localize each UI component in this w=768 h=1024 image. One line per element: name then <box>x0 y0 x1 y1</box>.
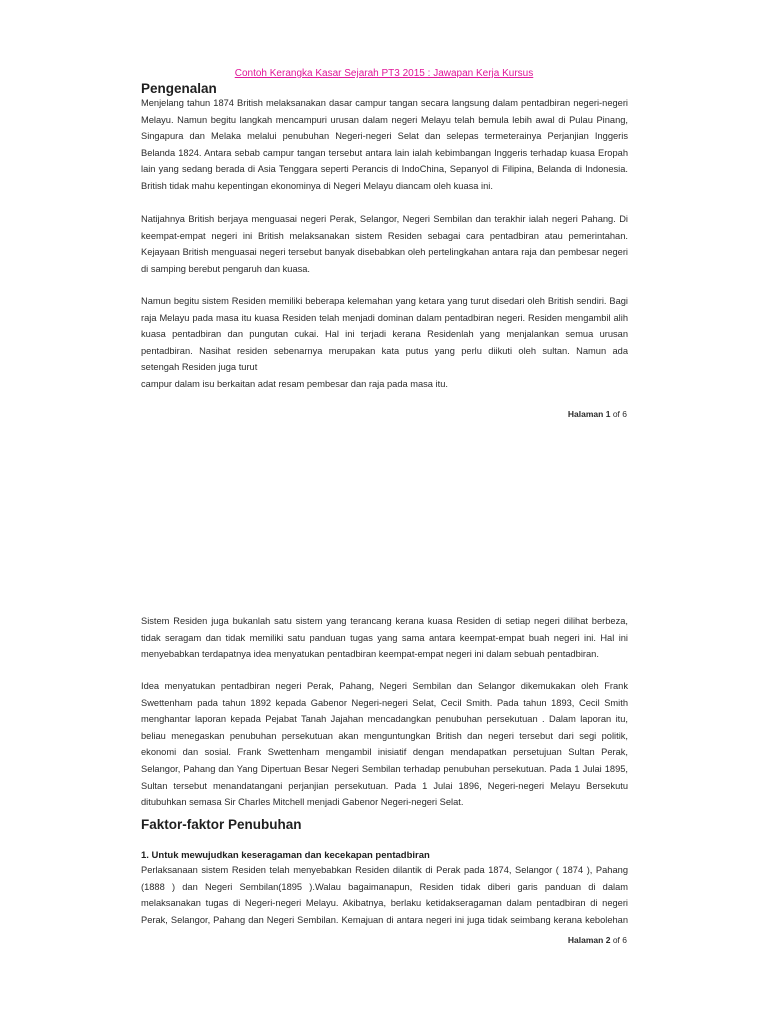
text-line: Sultan tersebut menandatangani perjanjian persekutuan. Pada 1 Julai 1896, Negeri-negeri Melayu Bersekutu <box>141 780 628 791</box>
footer-page-number: 2 <box>605 935 611 945</box>
footer-page-total: of 6 <box>612 935 627 945</box>
paragraph <box>141 613 628 663</box>
text-line: Sistem Residen juga bukanlah satu sistem yang terancang kerana kuasa Residen di setiap negeri dilihat berbeza, <box>141 616 628 626</box>
text-line: beliau menegaskan penubuhan persekutuan akan menguntungkan British dan negeri tersebut dari segi politik, <box>141 730 628 741</box>
text-line: Swettenham pada tahun 1892 kepada Gabenor Negeri-negeri Selat, Cecil Smith. Pada tahun 1893, Cecil Smith <box>141 697 628 708</box>
footer-page-total: of 6 <box>612 409 627 419</box>
paragraph <box>141 95 628 195</box>
text-line: campur dalam isu berkaitan adat resam pembesar dan raja pada masa itu. <box>141 378 448 389</box>
text-line: raja Melayu pada masa itu kuasa Residen telah menjadi dominan dalam pentadbiran negeri. Residen mengambil alih <box>141 312 628 323</box>
paragraph <box>141 211 628 277</box>
text-line: ditubuhkan semasa Sir Charles Mitchell menjadi Gabenor Negeri-negeri Selat. <box>141 797 464 808</box>
text-line: Perak, Selangor, Pahang dan Negeri Sembilan. Kemajuan di antara negeri ini juga tidak seimbang kerana kebolehan <box>141 914 628 925</box>
section-heading-faktor: Faktor-faktor Penubuhan <box>141 817 302 832</box>
text-line: setengah Residen juga turut <box>141 362 258 373</box>
text-line: pentadbiran. Nasihat residen sebenarnya merupakan kata putus yang perlu diikuti oleh sultan. Namun ada <box>141 345 628 356</box>
text-line: Selangor, Pahang dan Yang Dipertuan Besar Negeri Sembilan terhadap penubuhan persekutuan. Pada 1 Julai 1895, <box>141 763 628 774</box>
subheading: 1. Untuk mewujudkan keseragaman dan kecekapan pentadbiran <box>141 850 430 861</box>
page-footer <box>568 935 627 945</box>
text-line: keempat-empat negeri ini British melaksanakan sistem Residen sebagai cara pentadbiran atau pemerintahan. <box>141 230 628 241</box>
text-line: di samping berebut pengaruh dan kuasa. <box>141 263 311 274</box>
article-title-link[interactable]: Contoh Kerangka Kasar Sejarah PT3 2015 : Jawapan Kerja Kursus <box>234 68 534 79</box>
text-line: Idea menyatukan pentadbiran negeri Perak, Pahang, Negeri Sembilan dan Selangor dikemukakan oleh Frank <box>141 681 628 691</box>
paragraph <box>141 293 628 393</box>
text-line: Belanda 1824. Antara sebab campur tangan tersebut antara lain ialah kebimbangan Inggeris terhadap kuasa Eropah <box>141 147 628 158</box>
text-line: British tidak mahu kepentingan ekonominya di Negeri Melayu diancam oleh kuasa ini. <box>141 180 493 191</box>
paragraph <box>141 678 628 811</box>
text-line: Kejayaan British menguasai negeri tersebut banyak disebabkan oleh pertelingkahan antara raja dan pembesar negeri <box>141 247 628 258</box>
footer-page-number: 1 <box>605 409 611 419</box>
text-line: menyebabkan terdapatnya idea menyatukan pentadbiran keempat-empat negeri ini dalam sebuah pentadbiran. <box>141 649 599 660</box>
text-line: Namun begitu sistem Residen memiliki beberapa kelemahan yang ketara yang turut disedari oleh British sendiri. Bagi <box>141 296 628 306</box>
text-line: tidak seragam dan tidak memiliki satu panduan tugas yang sama antara keempat-empat buah negeri ini. Hal ini <box>141 632 628 643</box>
page-footer <box>568 409 627 419</box>
text-line: lain yang sedang berada di Asia Tenggara seperti Perancis di IndoChina, Sepanyol di Filipina, Belanda di Indonesia. <box>141 164 628 175</box>
footer-label: Halaman <box>567 409 604 419</box>
text-line: Melayu. Namun begitu langkah mencampuri urusan dalam negeri Melayu telah bemula lebih awal di Pulau Pinang, <box>141 114 628 125</box>
text-line: kuasa pentadbiran dan pungutan cukai. Hal ini terjadi kerana Residenlah yang menjalankan semua urusan <box>141 329 628 340</box>
text-line: Natijahnya British berjaya menguasai negeri Perak, Selangor, Negeri Sembilan dan terakhir ialah negeri Pahang. Di <box>141 214 628 224</box>
text-line: (1888 ) dan Negeri Sembilan(1895 ).Walau bagaimanapun, Residen tidak diberi garis panduan di dalam <box>141 881 628 892</box>
text-line: Perlaksanaan sistem Residen telah menyebabkan Residen dilantik di Perak pada 1874, Selangor ( 1874 ), Pahang <box>141 865 628 875</box>
section-heading-pengenalan: Pengenalan <box>141 81 217 96</box>
text-line: Menjelang tahun 1874 British melaksanakan dasar campur tangan secara langsung dalam pentadbiran negeri-negeri <box>141 98 628 108</box>
text-line: menghantar laporan kepada Pejabat Tanah Jajahan mencadangkan penubuhan persekutuan . Dalam laporan itu, <box>141 714 628 725</box>
text-line: melaksanakan tugas di Negeri-negeri Melayu. Akibatnya, berlaku ketidakseragaman dalam pentadbiran di negeri <box>141 898 628 909</box>
paragraph <box>141 862 628 928</box>
footer-label: Halaman <box>567 935 604 945</box>
text-line: ekonomi dan sosial. Frank Swettenham mengambil inisiatif dengan mendapatkan persetujuan Sultan Perak, <box>141 747 628 758</box>
text-line: Singapura dan Melaka melalui penubuhan Negeri-negeri Selat dan selepas termeterainya Perjanjian Inggeris <box>141 131 628 142</box>
